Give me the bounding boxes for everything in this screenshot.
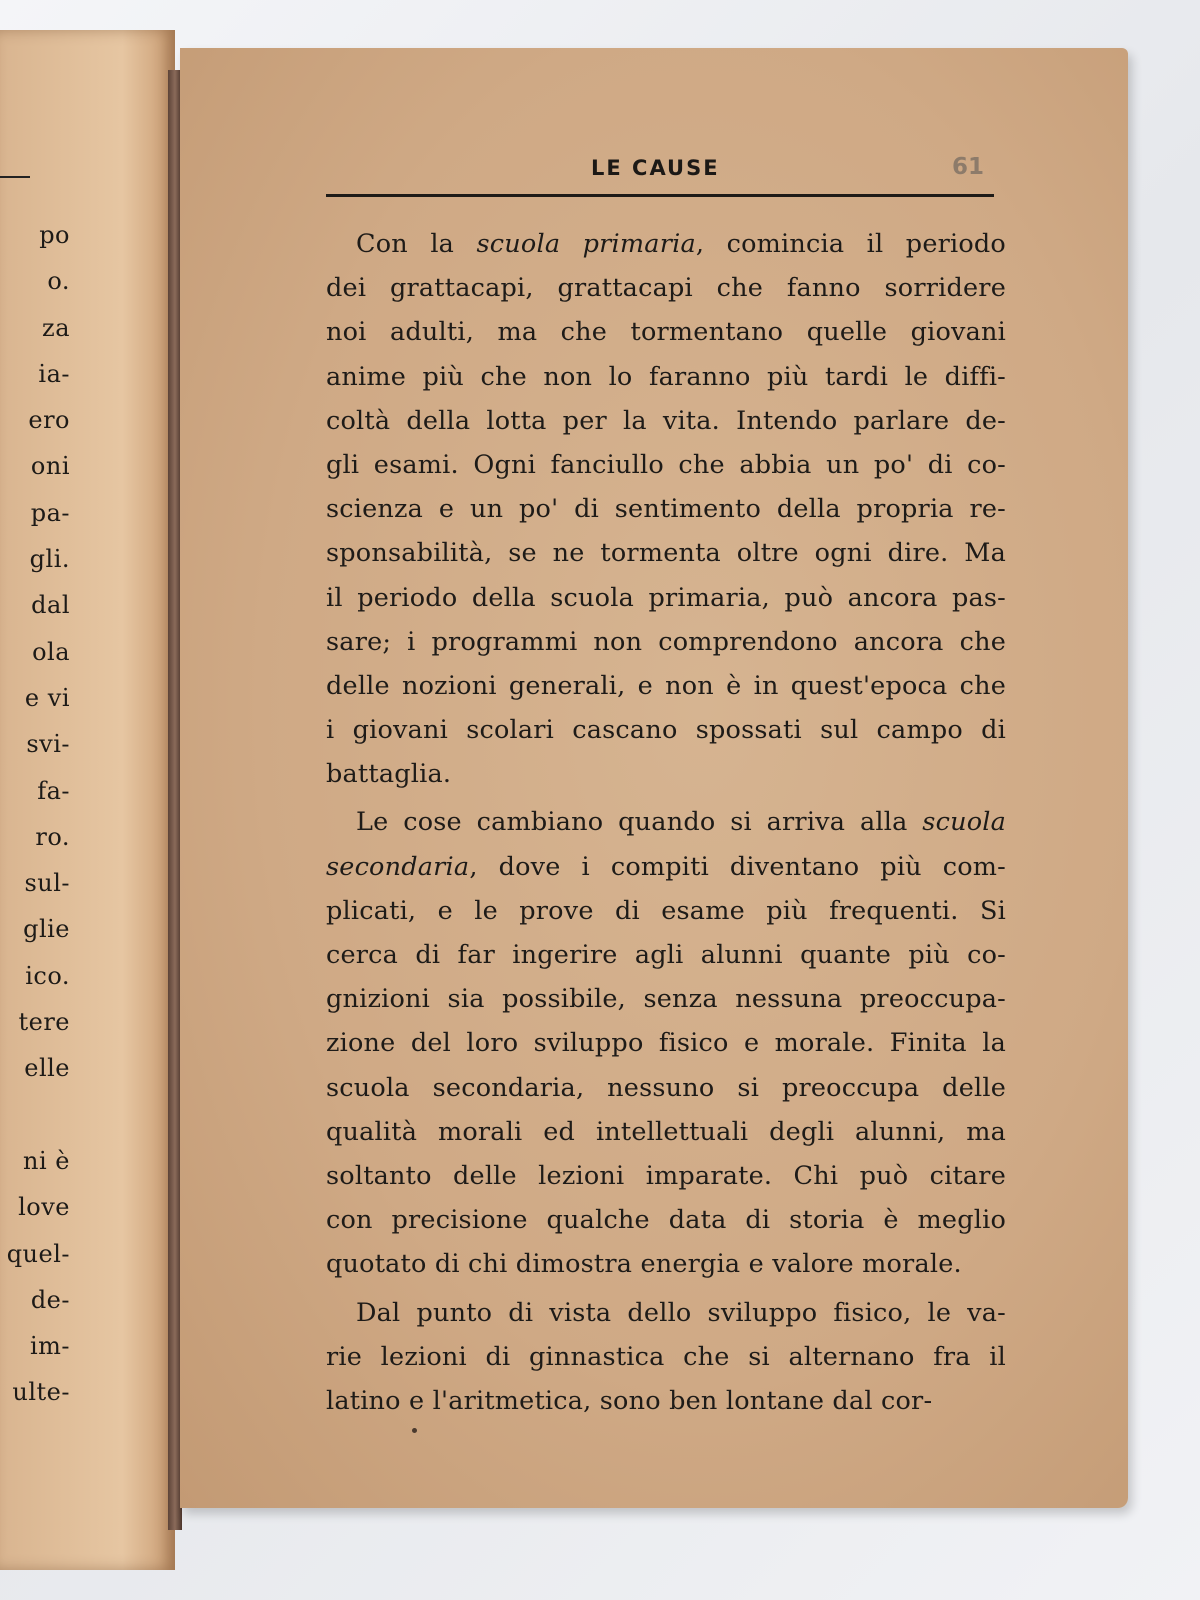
running-head bbox=[326, 152, 994, 184]
left-page-head-rule bbox=[0, 176, 30, 178]
paragraph bbox=[326, 222, 1006, 796]
left-line-fragment: pa- bbox=[30, 498, 70, 527]
left-line-fragment: po bbox=[39, 221, 70, 249]
running-title: LE CAUSE bbox=[591, 156, 720, 180]
left-line-fragment: glie bbox=[23, 915, 70, 944]
paragraph bbox=[326, 800, 1006, 1286]
text-line: quotato di chi dimostra energia e valore morale. bbox=[326, 1249, 962, 1280]
left-line-fragment: fa- bbox=[37, 776, 70, 805]
text-line: qualità morali ed intellettuali degli alunni, ma bbox=[326, 1116, 1006, 1147]
left-line-fragment: love bbox=[18, 1193, 70, 1222]
text-line: gli esami. Ogni fanciullo che abbia un po' di co- bbox=[326, 449, 1006, 480]
page-number: 61 bbox=[951, 154, 984, 180]
left-line-fragment: im- bbox=[29, 1332, 70, 1361]
left-line-fragment: o. bbox=[47, 267, 70, 296]
text-line: dei grattacapi, grattacapi che fanno sorridere bbox=[326, 273, 1006, 304]
left-line-fragment: ero bbox=[28, 406, 70, 435]
body-text bbox=[326, 222, 1006, 1427]
left-line-fragment: e vi bbox=[24, 683, 70, 712]
left-line-fragment: ia- bbox=[38, 359, 70, 388]
left-line-fragment: ico. bbox=[25, 961, 70, 990]
left-line-fragment: de- bbox=[30, 1285, 70, 1314]
left-line-fragment: za bbox=[42, 313, 70, 342]
text-line: latino e l'aritmetica, sono ben lontane dal cor- bbox=[326, 1385, 933, 1416]
text-line: scuola secondaria, nessuno si preoccupa delle bbox=[326, 1072, 1006, 1103]
text-line: rie lezioni di ginnastica che si alternano fra il bbox=[326, 1341, 1006, 1372]
text-line: noi adulti, ma che tormentano quelle giovani bbox=[326, 317, 1006, 348]
left-line-fragment: svi- bbox=[26, 730, 70, 759]
left-line-fragment: ulte- bbox=[12, 1378, 70, 1407]
left-line-fragment: ro. bbox=[35, 822, 70, 851]
left-line-fragment: gli. bbox=[29, 545, 70, 574]
left-line-fragment: elle bbox=[24, 1054, 70, 1083]
left-page-text-fragments bbox=[0, 212, 70, 1416]
text-line: i giovani scolari cascano spossati sul campo di bbox=[326, 715, 1006, 746]
text-line: Le cose cambiano quando si arriva alla scuola bbox=[356, 807, 1006, 838]
text-line: sponsabilità, se ne tormenta oltre ogni dire. Ma bbox=[326, 538, 1006, 569]
left-line-fragment: ni è bbox=[23, 1146, 70, 1175]
left-line-fragment: dal bbox=[31, 591, 70, 620]
text-line: Con la scuola primaria, comincia il periodo bbox=[356, 229, 1006, 259]
left-line-fragment: tere bbox=[18, 1008, 70, 1037]
text-line: battaglia. bbox=[326, 759, 452, 790]
head-rule bbox=[326, 194, 994, 197]
text-line: soltanto delle lezioni imparate. Chi può citare bbox=[326, 1160, 1006, 1191]
text-line: con precisione qualche data di storia è meglio bbox=[326, 1205, 1006, 1236]
left-line-fragment: sul- bbox=[24, 869, 70, 898]
text-line: delle nozioni generali, e non è in quest'epoca che bbox=[326, 670, 1006, 701]
text-line: scienza e un po' di sentimento della propria re- bbox=[326, 494, 1006, 525]
text-line: coltà della lotta per la vita. Intendo parlare de- bbox=[326, 405, 1006, 436]
text-line: zione del loro sviluppo fisico e morale. Finita la bbox=[326, 1028, 1006, 1059]
text-line: gnizioni sia possibile, senza nessuna preoccupa- bbox=[326, 984, 1006, 1015]
text-line: Dal punto di vista dello sviluppo fisico, le va- bbox=[356, 1297, 1006, 1328]
text-line: anime più che non lo faranno più tardi le diffi- bbox=[326, 361, 1006, 392]
text-line: plicati, e le prove di esame più frequenti. Si bbox=[326, 895, 1006, 926]
text-line: il periodo della scuola primaria, può ancora pas- bbox=[326, 582, 1006, 613]
left-line-fragment: quel- bbox=[6, 1239, 70, 1268]
paragraph bbox=[326, 1291, 1006, 1424]
ink-speck bbox=[412, 1428, 417, 1433]
left-line-fragment: oni bbox=[30, 452, 70, 481]
left-line-fragment bbox=[0, 1092, 70, 1138]
text-line: sare; i programmi non comprendono ancora che bbox=[326, 626, 1006, 657]
left-line-fragment: ola bbox=[32, 637, 70, 666]
text-line: secondaria, dove i compiti diventano più com- bbox=[326, 851, 1006, 882]
text-line: cerca di far ingerire agli alunni quante più co- bbox=[326, 940, 1006, 970]
